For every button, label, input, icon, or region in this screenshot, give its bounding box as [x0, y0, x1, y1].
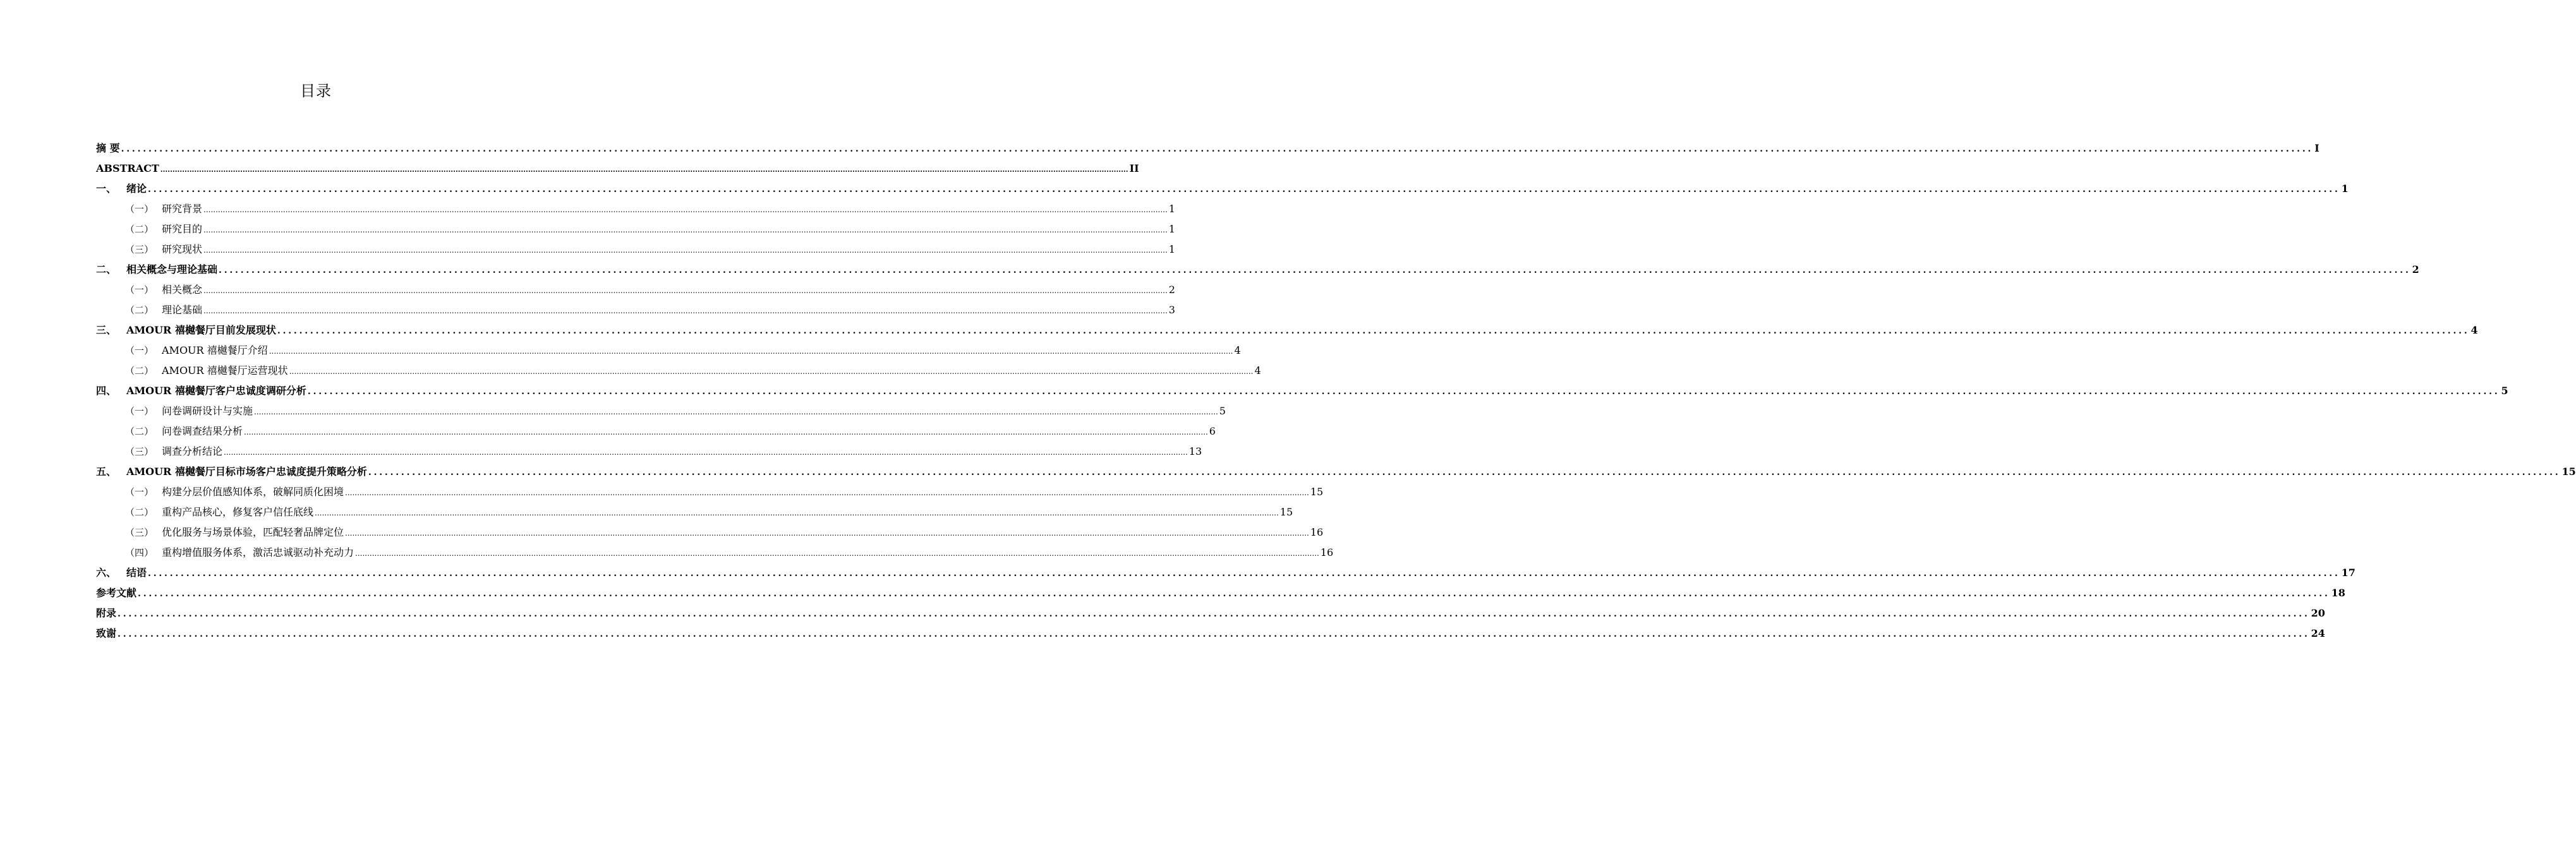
- toc-subentry[interactable]: [96, 543, 1334, 563]
- toc-entry-page: 2: [2412, 263, 2419, 275]
- toc-subentry-number: （三）: [125, 244, 154, 255]
- toc-entry[interactable]: [96, 138, 2319, 159]
- toc-subentry-number: （一）: [125, 406, 154, 417]
- toc-entry[interactable]: [96, 563, 2355, 583]
- toc-leader-dots: ................................................................................................................................................................................................................................................................................................................................................................................................................: [244, 428, 1208, 437]
- toc-subentry[interactable]: [96, 442, 1202, 462]
- toc-subentry-title: 理论基础: [162, 304, 203, 316]
- toc-subentry-title: 优化服务与场景体验，匹配轻奢品牌定位: [162, 526, 344, 538]
- toc-subentry-title: 相关概念: [162, 284, 203, 296]
- toc-entry-title: AMOUR 禧樾餐厅目前发展现状: [126, 324, 276, 336]
- toc-subentry-page: 4: [1234, 344, 1241, 356]
- toc-subentry-page: 4: [1254, 364, 1261, 376]
- toc-entry-page: 24: [2311, 627, 2325, 639]
- toc-subentry[interactable]: [96, 219, 1175, 239]
- toc-entry[interactable]: [96, 381, 2508, 401]
- table-of-contents: [96, 138, 2576, 644]
- toc-entry-page: 15: [2561, 466, 2576, 478]
- toc-entry-title: AMOUR 禧樾餐厅客户忠诚度调研分析: [126, 385, 306, 397]
- toc-leader-dots: ................................................................................................................................................................................................................................................................................................................................................................................................................: [254, 407, 1218, 416]
- toc-subentry-page: 16: [1310, 526, 1324, 538]
- toc-leader-dots: ................................................................................................................................................................................................................................................................................................................................................................................................................: [368, 467, 2561, 478]
- toc-leader-dots: ................................................................................................................................................................................................................................................................................................................................................................................................................: [118, 629, 2310, 639]
- toc-leader-dots: ................................................................................................................................................................................................................................................................................................................................................................................................................: [203, 306, 1168, 315]
- toc-entry[interactable]: [96, 583, 2345, 603]
- toc-leader-dots: ................................................................................................................................................................................................................................................................................................................................................................................................................: [269, 347, 1233, 356]
- toc-entry-title: 附录: [96, 607, 117, 619]
- toc-subentry[interactable]: [96, 361, 1261, 381]
- toc-entry-page: 20: [2311, 607, 2325, 619]
- toc-subentry[interactable]: [96, 340, 1241, 361]
- toc-subentry[interactable]: [96, 199, 1175, 219]
- toc-entry-page: 1: [2341, 183, 2349, 195]
- toc-entry-number: 一、: [96, 183, 117, 195]
- toc-subentry-title: 重构增值服务体系，激活忠诚驱动补充动力: [162, 546, 354, 558]
- toc-subentry-title: 问卷调研设计与实施: [162, 405, 253, 417]
- toc-subentry-page: 6: [1209, 425, 1216, 437]
- toc-entry[interactable]: [96, 179, 2349, 199]
- toc-subentry-number: （二）: [125, 426, 154, 437]
- toc-subentry-number: （二）: [125, 224, 154, 235]
- toc-subentry-page: 15: [1310, 486, 1324, 498]
- toc-subentry[interactable]: [96, 482, 1324, 502]
- toc-subentry-title: 构建分层价值感知体系，破解同质化困境: [162, 486, 344, 498]
- toc-subentry[interactable]: [96, 401, 1226, 421]
- toc-leader-dots: ................................................................................................................................................................................................................................................................................................................................................................................................................: [160, 166, 1128, 174]
- toc-entry-page: I: [2314, 142, 2319, 154]
- toc-subentry-number: （一）: [125, 203, 154, 215]
- toc-entry-page: 18: [2331, 587, 2345, 599]
- toc-subentry-number: （一）: [125, 486, 154, 498]
- toc-subentry-page: 1: [1168, 203, 1175, 215]
- toc-leader-dots: ................................................................................................................................................................................................................................................................................................................................................................................................................: [277, 326, 2470, 336]
- toc-entry[interactable]: [96, 260, 2419, 280]
- toc-subentry-page: 1: [1168, 223, 1175, 235]
- toc-entry-page: 4: [2470, 324, 2478, 336]
- toc-entry[interactable]: [96, 623, 2325, 644]
- toc-leader-dots: ................................................................................................................................................................................................................................................................................................................................................................................................................: [307, 387, 2500, 397]
- toc-leader-dots: ................................................................................................................................................................................................................................................................................................................................................................................................................: [203, 205, 1168, 214]
- toc-subentry-number: （四）: [125, 547, 154, 558]
- toc-leader-dots: ................................................................................................................................................................................................................................................................................................................................................................................................................: [148, 184, 2340, 195]
- toc-leader-dots: ................................................................................................................................................................................................................................................................................................................................................................................................................: [289, 367, 1254, 376]
- toc-subentry-title: 研究目的: [162, 223, 203, 235]
- toc-entry-number: 四、: [96, 385, 117, 397]
- toc-leader-dots: ................................................................................................................................................................................................................................................................................................................................................................................................................: [138, 589, 2330, 599]
- toc-subentry-title: AMOUR 禧樾餐厅介绍: [162, 344, 268, 356]
- toc-subentry-title: 研究背景: [162, 203, 203, 215]
- toc-subentry-title: 调查分析结论: [162, 445, 223, 457]
- toc-subentry[interactable]: [96, 239, 1175, 260]
- toc-subentry-number: （二）: [125, 507, 154, 518]
- toc-leader-dots: ................................................................................................................................................................................................................................................................................................................................................................................................................: [118, 609, 2310, 619]
- page-title: 目录: [300, 82, 332, 100]
- toc-entry-title: AMOUR 禧樾餐厅目标市场客户忠诚度提升策略分析: [126, 466, 367, 478]
- toc-subentry[interactable]: [96, 280, 1175, 300]
- toc-entry[interactable]: [96, 159, 1139, 179]
- toc-entry-page: 5: [2501, 385, 2508, 397]
- toc-subentry-title: 重构产品核心，修复客户信任底线: [162, 506, 314, 518]
- toc-subentry[interactable]: [96, 300, 1175, 320]
- toc-leader-dots: ................................................................................................................................................................................................................................................................................................................................................................................................................: [148, 569, 2340, 579]
- toc-entry-page: 17: [2341, 567, 2355, 579]
- toc-subentry-page: 1: [1168, 243, 1175, 255]
- toc-subentry-title: 问卷调查结果分析: [162, 425, 243, 437]
- toc-leader-dots: ................................................................................................................................................................................................................................................................................................................................................................................................................: [203, 286, 1168, 295]
- toc-subentry-page: 16: [1320, 546, 1334, 558]
- toc-subentry[interactable]: [96, 502, 1293, 522]
- toc-entry-number: 二、: [96, 263, 117, 275]
- toc-leader-dots: ................................................................................................................................................................................................................................................................................................................................................................................................................: [121, 144, 2314, 154]
- toc-leader-dots: ................................................................................................................................................................................................................................................................................................................................................................................................................: [345, 488, 1309, 497]
- toc-entry-title: ABSTRACT: [96, 162, 159, 174]
- toc-subentry-number: （一）: [125, 284, 154, 296]
- toc-leader-dots: ................................................................................................................................................................................................................................................................................................................................................................................................................: [203, 226, 1168, 234]
- toc-entry-title: 致谢: [96, 627, 117, 639]
- toc-subentry-number: （一）: [125, 345, 154, 356]
- toc-subentry-number: （二）: [125, 304, 154, 316]
- toc-entry[interactable]: [96, 462, 2576, 482]
- toc-subentry-page: 15: [1279, 506, 1293, 518]
- toc-leader-dots: ................................................................................................................................................................................................................................................................................................................................................................................................................: [355, 549, 1319, 558]
- toc-entry-number: 三、: [96, 324, 117, 336]
- toc-subentry-title: AMOUR 禧樾餐厅运营现状: [162, 364, 288, 376]
- toc-entry-title: 参考文献: [96, 587, 137, 599]
- toc-entry[interactable]: [96, 320, 2478, 340]
- toc-subentry-number: （三）: [125, 527, 154, 538]
- toc-subentry-page: 5: [1219, 405, 1226, 417]
- toc-leader-dots: ................................................................................................................................................................................................................................................................................................................................................................................................................: [219, 265, 2411, 275]
- toc-subentry[interactable]: [96, 522, 1324, 543]
- toc-leader-dots: ................................................................................................................................................................................................................................................................................................................................................................................................................: [345, 529, 1309, 538]
- toc-entry-number: 五、: [96, 466, 117, 478]
- toc-entry-page: II: [1129, 162, 1139, 174]
- toc-entry-number: 六、: [96, 567, 117, 579]
- toc-subentry-page: 13: [1188, 445, 1202, 457]
- toc-subentry[interactable]: [96, 421, 1216, 442]
- toc-subentry-page: 3: [1168, 304, 1175, 316]
- toc-entry[interactable]: [96, 603, 2325, 623]
- toc-subentry-page: 2: [1168, 284, 1175, 296]
- toc-entry-title: 绪论: [126, 183, 147, 195]
- toc-entry-title: 相关概念与理论基础: [126, 263, 218, 275]
- toc-subentry-number: （三）: [125, 446, 154, 457]
- toc-subentry-number: （二）: [125, 365, 154, 376]
- toc-entry-title: 结语: [126, 567, 147, 579]
- toc-leader-dots: ................................................................................................................................................................................................................................................................................................................................................................................................................: [224, 448, 1188, 457]
- toc-subentry-title: 研究现状: [162, 243, 203, 255]
- toc-entry-title: 摘 要: [96, 142, 120, 154]
- toc-leader-dots: ................................................................................................................................................................................................................................................................................................................................................................................................................: [203, 246, 1168, 255]
- toc-leader-dots: ................................................................................................................................................................................................................................................................................................................................................................................................................: [315, 509, 1279, 517]
